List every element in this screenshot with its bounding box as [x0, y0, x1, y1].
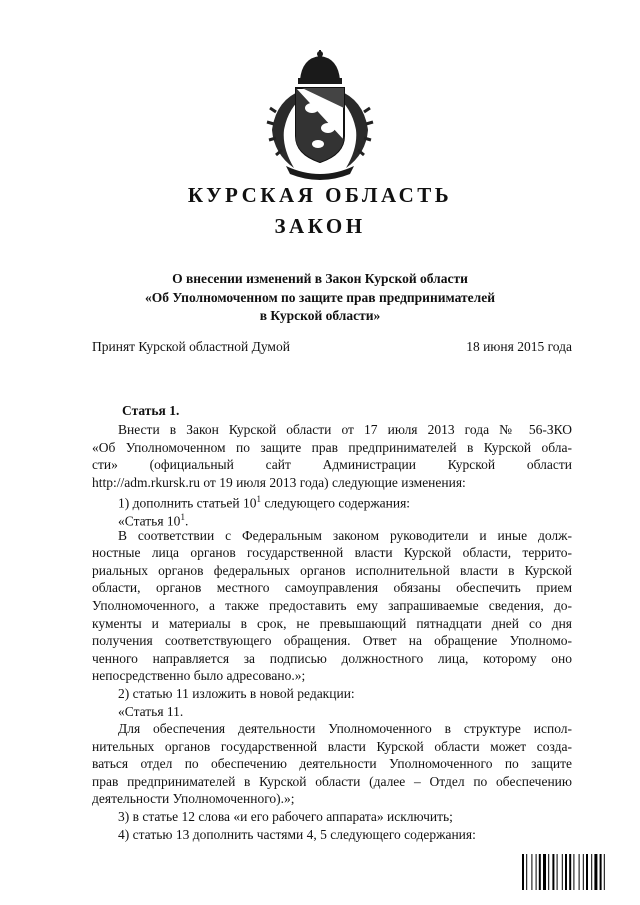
- article-heading: Статья 1.: [122, 403, 180, 418]
- paragraph-line: ваться отдел по обеспечению деятельности Уполномоченного по защите: [92, 756, 572, 772]
- paragraph-line: 3) в статье 12 слова «и его рабочего аппарата» исключить;: [118, 809, 453, 825]
- paragraph-line: В соответствии с Федеральным законом руководители и иные долж-: [118, 527, 572, 543]
- quote-text: «Статья 10: [118, 513, 181, 529]
- paragraph-line: Для обеспечения деятельности Уполномоченного в структуре испол-: [118, 721, 572, 737]
- item-text: следующего содержания:: [264, 495, 411, 511]
- paragraph-line: Внести в Закон Курской области от 17 июля 2013 года № 56-ЗКО: [118, 422, 572, 437]
- paragraph-line: «Об Уполномоченном по защите прав предпринимателей в Курской обла-: [92, 439, 572, 455]
- subtitle-line: в Курской области»: [259, 308, 381, 323]
- adoption-line: [92, 339, 572, 355]
- barcode-icon: [522, 854, 612, 890]
- paragraph-line: сти» (официальный сайт Администрации Курской области: [92, 457, 572, 473]
- paragraph-line: «Статья 11.: [118, 703, 184, 719]
- paragraph-line: http://adm.rkursk.ru от 19 июля 2013 года) следующие изменения:: [92, 474, 466, 490]
- paragraph-line: ностные лица органов государственной власти Курской области, террито-: [92, 545, 572, 561]
- paragraph-line: кументы и материалы в срок, не превышающий пятнадцати дней со дня: [92, 615, 572, 631]
- paragraph-line: получения соответствующего обращения. Ответ на обращение Уполномо-: [92, 633, 572, 649]
- paragraph-line: ченного направляется за подписью должностного лица, которому оно: [92, 650, 572, 666]
- law-subtitle: [60, 270, 580, 326]
- subtitle-line: «Об Уполномоченном по защите прав предпринимателей: [145, 289, 495, 305]
- paragraph-line: нительных органов государственной власти Курской области может созда-: [92, 738, 572, 754]
- paragraph-line: области, органов местного самоуправления обязаны обеспечить прием: [92, 580, 572, 596]
- paragraph-line: 2) статью 11 изложить в новой редакции:: [118, 685, 355, 701]
- document-type-title: ЗАКОН: [274, 214, 366, 238]
- article-body: [92, 421, 572, 843]
- item-text: 1) дополнить статьей 10: [118, 495, 257, 511]
- paragraph-line: прав предпринимателей в Курской области (далее – Отдел по обеспечению: [92, 773, 572, 789]
- superscript: 1: [256, 494, 262, 505]
- adopting-body: Принят Курской областной Думой: [92, 339, 290, 354]
- paragraph-line: 4) статью 13 дополнить частями 4, 5 следующего содержания:: [118, 826, 476, 842]
- region-title: КУРСКАЯ ОБЛАСТЬ: [187, 183, 453, 207]
- paragraph-line: деятельности Уполномоченного).»;: [92, 791, 295, 807]
- superscript: 1: [180, 511, 185, 522]
- amendment-item-1: [92, 491, 572, 509]
- quote-text: .: [184, 513, 189, 529]
- adoption-date: 18 июня 2015 года: [466, 339, 572, 354]
- paragraph-line: непосредственно было адресовано.»;: [92, 668, 306, 684]
- subtitle-line: О внесении изменений в Закон Курской области: [172, 271, 468, 286]
- paragraph-line: риальных органов федеральных органов исполнительной власти в Курской: [92, 562, 572, 578]
- coat-of-arms-icon: [262, 50, 378, 180]
- paragraph-line: Уполномоченного, а также предоставить ему запрашиваемые сведения, до-: [92, 597, 572, 613]
- quoted-article-heading: [92, 509, 572, 527]
